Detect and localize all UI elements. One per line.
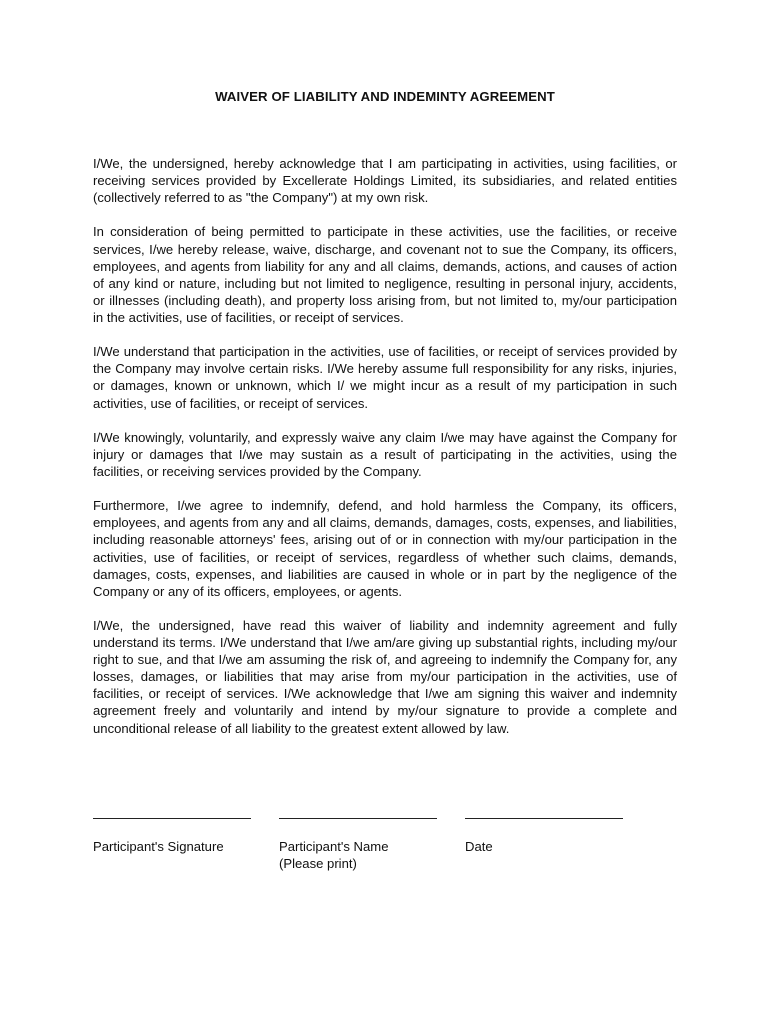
signature-lines	[0, 808, 770, 828]
participant-name-label-text: Participant's Name	[279, 839, 389, 854]
date-label	[465, 838, 493, 855]
paragraph-indemnification: Furthermore, I/we agree to indemnify, defend, and hold harmless the Company, its officers, employees, and agents from any and all claims, demands, damages, costs, expenses, and liabilities, including reasonable attorneys' fees, arising out of or in connection with my/our participation in the activities, use of facilities, or receipt of services, regardless of whether such claims, demands, damages, costs, expenses, and liabilities are caused in whole or in part by the negligence of the Company or any of its officers, employees, or agents.	[93, 498, 677, 599]
participant-name-label	[279, 838, 388, 872]
date-line[interactable]	[465, 808, 623, 819]
participant-signature-label-text: Participant's Signature	[93, 839, 224, 854]
signature-line[interactable]	[93, 808, 251, 819]
paragraph-acknowledgement: I/We, the undersigned, hereby acknowledge that I am participating in activities, using facilities, or receiving services provided by Excellerate Holdings Limited, its subsidiaries, and related entities (collectively referred to as "the Company") at my own risk.	[93, 156, 677, 206]
date-label-text: Date	[465, 839, 493, 854]
paragraph-release: In consideration of being permitted to participate in these activities, use the facilities, or receive services, I/we hereby release, waive, discharge, and covenant not to sue the Company, its officers, employees, and agents from liability for any and all claims, demands, actions, and causes of action of any kind or nature, including but not limited to negligence, resulting in personal injury, accidents, or illnesses (including death), and property loss arising from, but not limited to, my/our participation in the activities, use of facilities, or receipt of services.	[93, 224, 677, 325]
paragraph-waiver-of-claims: I/We knowingly, voluntarily, and expressly waive any claim I/we may have against the Company for injury or damages that I/we may sustain as a result of participating in the activities, using the facilities, or receiving services provided by the Company.	[93, 429, 677, 479]
name-line[interactable]	[279, 808, 437, 819]
participant-signature-label	[93, 838, 224, 855]
participant-name-sublabel: (Please print)	[279, 856, 357, 872]
paragraph-assumption-of-risk: I/We understand that participation in the activities, use of facilities, or receipt of services provided by the Company may involve certain risks. I/We hereby assume full responsibility for any risks, injuries, or damages, known or unknown, which I/ we might incur as a result of my participation in such activities, use of facilities, or receipt of services.	[93, 344, 677, 411]
document-body	[93, 155, 677, 754]
paragraph-understanding: I/We, the undersigned, have read this waiver of liability and indemnity agreement and fully understand its terms. I/We understand that I/we am/are giving up substantial rights, including my/our right to sue, and that I/we am assuming the risk of, and agreeing to indemnify the Company for, any losses, damages, or liabilities that may arise from my/our participation in the activities, use of facilities, or receipt of services. I/We acknowledge that I/we am signing this waiver and indemnity agreement freely and voluntarily and intend by my/our signature to provide a complete and unconditional release of all liability to the greatest extent allowed by law.	[93, 618, 677, 736]
document-title: WAIVER OF LIABILITY AND INDEMINTY AGREEMENT	[215, 89, 555, 104]
